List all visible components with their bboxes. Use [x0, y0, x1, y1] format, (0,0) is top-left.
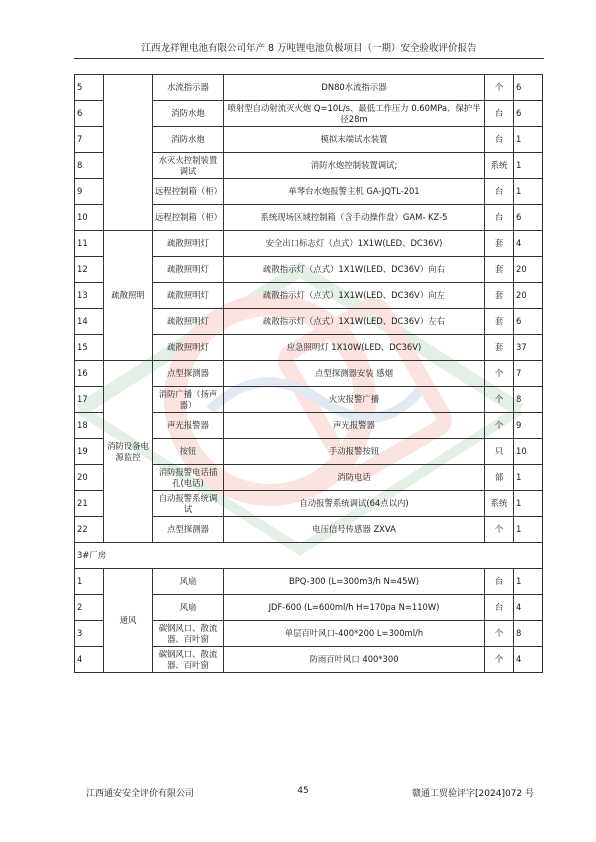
equipment-name: 疏散照明灯 — [153, 231, 224, 257]
page-footer — [86, 786, 534, 802]
row-number: 12 — [75, 257, 104, 283]
equipment-spec: 应急照明灯 1X10W(LED、DC36V) — [224, 335, 485, 361]
quantity-cell: 6 — [514, 309, 543, 335]
quantity-cell: 1 — [514, 127, 543, 153]
table-row — [75, 231, 543, 257]
quantity-cell: 1 — [514, 517, 543, 543]
unit-cell: 台 — [485, 569, 514, 595]
table-row — [75, 361, 543, 387]
equipment-name: 自动报警系统调试 — [153, 491, 224, 517]
quantity-cell: 1 — [514, 179, 543, 205]
row-number: 19 — [75, 439, 104, 465]
equipment-name: 点型探测器 — [153, 517, 224, 543]
unit-cell: 台 — [485, 595, 514, 621]
equipment-table — [74, 74, 543, 673]
row-number: 14 — [75, 309, 104, 335]
equipment-spec: 自动报警系统调试(64点以内) — [224, 491, 485, 517]
equipment-name: 远程控制箱（柜） — [153, 179, 224, 205]
quantity-cell: 6 — [514, 205, 543, 231]
row-number: 10 — [75, 205, 104, 231]
equipment-spec: 单层百叶风口-400*200 L=300ml/h — [224, 621, 485, 647]
unit-cell: 个 — [485, 621, 514, 647]
unit-cell: 个 — [485, 647, 514, 673]
row-number: 13 — [75, 283, 104, 309]
unit-cell: 个 — [485, 387, 514, 413]
equipment-name: 声光报警器 — [153, 413, 224, 439]
equipment-spec: 手动报警按钮 — [224, 439, 485, 465]
row-number: 1 — [75, 569, 104, 595]
equipment-spec: 消防水炮控制装置调试; — [224, 153, 485, 179]
row-number: 3 — [75, 621, 104, 647]
footer-page-number: 45 — [297, 786, 309, 796]
unit-cell: 只 — [485, 439, 514, 465]
table-row — [75, 569, 543, 595]
row-number: 8 — [75, 153, 104, 179]
row-number: 15 — [75, 335, 104, 361]
table-row — [75, 75, 543, 101]
equipment-name: 按钮 — [153, 439, 224, 465]
unit-cell: 个 — [485, 75, 514, 101]
equipment-name: 点型探测器 — [153, 361, 224, 387]
equipment-name: 疏散照明灯 — [153, 335, 224, 361]
quantity-cell: 6 — [514, 101, 543, 127]
row-number: 6 — [75, 101, 104, 127]
row-number: 4 — [75, 647, 104, 673]
section-row — [75, 543, 543, 569]
row-number: 18 — [75, 413, 104, 439]
quantity-cell: 4 — [514, 595, 543, 621]
quantity-cell: 10 — [514, 439, 543, 465]
section-title: 3#厂房 — [75, 543, 543, 569]
equipment-spec: 声光报警器 — [224, 413, 485, 439]
equipment-spec: DN80水流指示器 — [224, 75, 485, 101]
quantity-cell: 1 — [514, 465, 543, 491]
equipment-name: 碳钢风口、散流器、百叶窗 — [153, 621, 224, 647]
equipment-spec: 系统现场区域控制箱（含手动操作盘）GAM- KZ-5 — [224, 205, 485, 231]
quantity-cell: 4 — [514, 231, 543, 257]
equipment-name: 消防报警电话插孔(电话) — [153, 465, 224, 491]
equipment-spec: 点型探测器安装 感烟 — [224, 361, 485, 387]
equipment-name: 风扇 — [153, 569, 224, 595]
page-header — [74, 40, 544, 59]
unit-cell: 部 — [485, 465, 514, 491]
unit-cell: 套 — [485, 283, 514, 309]
unit-cell: 系统 — [485, 491, 514, 517]
equipment-spec: 防雨百叶风口 400*300 — [224, 647, 485, 673]
equipment-name: 消防水炮 — [153, 101, 224, 127]
footer-company: 江西通安安全评价有限公司 — [86, 789, 195, 799]
row-number: 11 — [75, 231, 104, 257]
equipment-spec: 消防电话 — [224, 465, 485, 491]
unit-cell: 个 — [485, 361, 514, 387]
row-number: 7 — [75, 127, 104, 153]
quantity-cell: 7 — [514, 361, 543, 387]
equipment-spec: 火灾报警广播 — [224, 387, 485, 413]
equipment-name: 水流指示器 — [153, 75, 224, 101]
equipment-name: 消防水炮 — [153, 127, 224, 153]
quantity-cell: 8 — [514, 387, 543, 413]
quantity-cell: 9 — [514, 413, 543, 439]
equipment-spec: 单琴台水炮报警主机 GA-JQTL-201 — [224, 179, 485, 205]
quantity-cell: 37 — [514, 335, 543, 361]
equipment-spec: JDF-600 (L=600ml/h H=170pa N=110W) — [224, 595, 485, 621]
category-cell: 疏散照明 — [104, 231, 153, 361]
equipment-name: 疏散照明灯 — [153, 283, 224, 309]
equipment-spec: 电压信号传感器 ZXVA — [224, 517, 485, 543]
row-number: 20 — [75, 465, 104, 491]
footer-report-number: 赣通工贸验评字[2024]072 号 — [412, 789, 534, 799]
equipment-name: 消防广播（扬声器） — [153, 387, 224, 413]
quantity-cell: 1 — [514, 491, 543, 517]
equipment-spec: BPQ-300 (L=300m3/h N=45W) — [224, 569, 485, 595]
category-cell — [104, 75, 153, 231]
unit-cell: 系统 — [485, 153, 514, 179]
equipment-spec: 疏散指示灯（点式）1X1W(LED、DC36V）向右 — [224, 257, 485, 283]
quantity-cell: 4 — [514, 647, 543, 673]
unit-cell: 套 — [485, 257, 514, 283]
unit-cell: 台 — [485, 205, 514, 231]
row-number: 21 — [75, 491, 104, 517]
row-number: 16 — [75, 361, 104, 387]
equipment-name: 碳钢风口、散流器、百叶窗 — [153, 647, 224, 673]
equipment-name: 疏散照明灯 — [153, 309, 224, 335]
equipment-spec: 安全出口标志灯（点式）1X1W(LED、DC36V) — [224, 231, 485, 257]
category-cell: 消防设备电源监控 — [104, 361, 153, 543]
row-number: 9 — [75, 179, 104, 205]
quantity-cell: 8 — [514, 621, 543, 647]
quantity-cell: 1 — [514, 153, 543, 179]
equipment-spec: 疏散指示灯（点式）1X1W(LED、DC36V）左右 — [224, 309, 485, 335]
quantity-cell: 20 — [514, 257, 543, 283]
equipment-spec: 疏散指示灯（点式）1X1W(LED、DC36V）向左 — [224, 283, 485, 309]
unit-cell: 台 — [485, 127, 514, 153]
equipment-spec: 模拟末端试水装置 — [224, 127, 485, 153]
unit-cell: 套 — [485, 309, 514, 335]
equipment-name: 水灭火控制装置调试 — [153, 153, 224, 179]
row-number: 2 — [75, 595, 104, 621]
quantity-cell: 1 — [514, 569, 543, 595]
unit-cell: 个 — [485, 413, 514, 439]
equipment-name: 疏散照明灯 — [153, 257, 224, 283]
report-title: 江西龙祥锂电池有限公司年产 8 万吨锂电池负极项目（一期）安全验收评价报告 — [141, 43, 477, 54]
quantity-cell: 20 — [514, 283, 543, 309]
equipment-name: 远程控制箱（柜） — [153, 205, 224, 231]
row-number: 22 — [75, 517, 104, 543]
unit-cell: 台 — [485, 179, 514, 205]
equipment-name: 风扇 — [153, 595, 224, 621]
unit-cell: 套 — [485, 335, 514, 361]
row-number: 17 — [75, 387, 104, 413]
row-number: 5 — [75, 75, 104, 101]
unit-cell: 个 — [485, 517, 514, 543]
equipment-spec: 喷射型自动射流灭火炮 Q=10L/s、最低工作压力 0.60MPa、保护半径28m — [224, 101, 485, 127]
quantity-cell: 6 — [514, 75, 543, 101]
category-cell: 通风 — [104, 569, 153, 673]
unit-cell: 套 — [485, 231, 514, 257]
unit-cell: 台 — [485, 101, 514, 127]
